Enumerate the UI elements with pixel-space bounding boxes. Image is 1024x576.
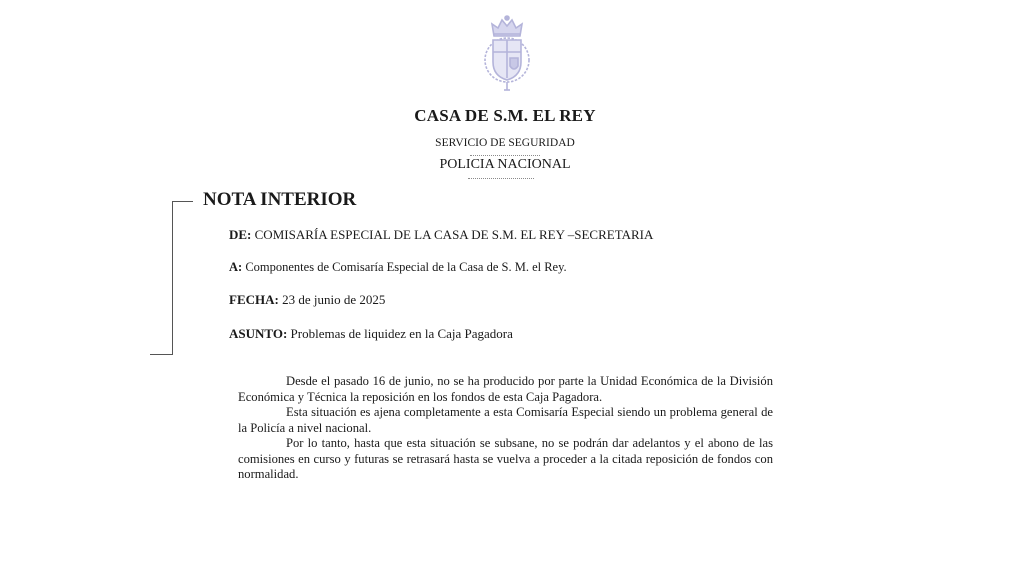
field-label: A: xyxy=(229,260,243,274)
field-label: FECHA: xyxy=(229,292,279,307)
service-subtitle: SERVICIO DE SEGURIDAD xyxy=(435,137,575,149)
field-label: DE: xyxy=(229,227,252,242)
body-paragraph: Por lo tanto, hasta que esta situación se subsane, no se podrán dar adelantos y el abono de las comisiones en curso y futuras se retrasará hasta se vuelva a proceder a la citada reposición de fondos con normalidad. xyxy=(238,436,773,481)
field-value: Componentes de Comisaría Especial de la Casa de S. M. el Rey. xyxy=(245,260,567,274)
memo-body xyxy=(238,374,773,483)
royal-coat-of-arms-icon xyxy=(482,14,532,94)
field-value: 23 de junio de 2025 xyxy=(282,292,386,307)
field-value: COMISARÍA ESPECIAL DE LA CASA DE S.M. EL REY –SECRETARIA xyxy=(254,227,654,242)
bracket-line xyxy=(172,201,193,202)
memo-field-from xyxy=(229,227,653,243)
body-paragraph: Esta situación es ajena completamente a esta Comisaría Especial siendo un problema general de la Policía a nivel nacional. xyxy=(238,405,773,435)
memo-heading: NOTA INTERIOR xyxy=(203,189,357,210)
bracket-line xyxy=(172,201,173,354)
divider xyxy=(468,178,534,179)
body-paragraph: Desde el pasado 16 de junio, no se ha producido por parte la Unidad Económica de la División Económica y Técnica la reposición en los fondos de esta Caja Pagadora. xyxy=(238,374,773,404)
field-label: ASUNTO: xyxy=(229,326,288,341)
memo-field-date xyxy=(229,292,385,308)
field-value: Problemas de liquidez en la Caja Pagadora xyxy=(290,326,513,341)
memo-field-to xyxy=(229,260,567,275)
institution-title: CASA DE S.M. EL REY xyxy=(414,106,596,125)
memo-field-subject xyxy=(229,326,513,342)
divider xyxy=(470,155,540,156)
police-subtitle: POLICIA NACIONAL xyxy=(439,157,571,172)
bracket-line xyxy=(150,354,173,355)
